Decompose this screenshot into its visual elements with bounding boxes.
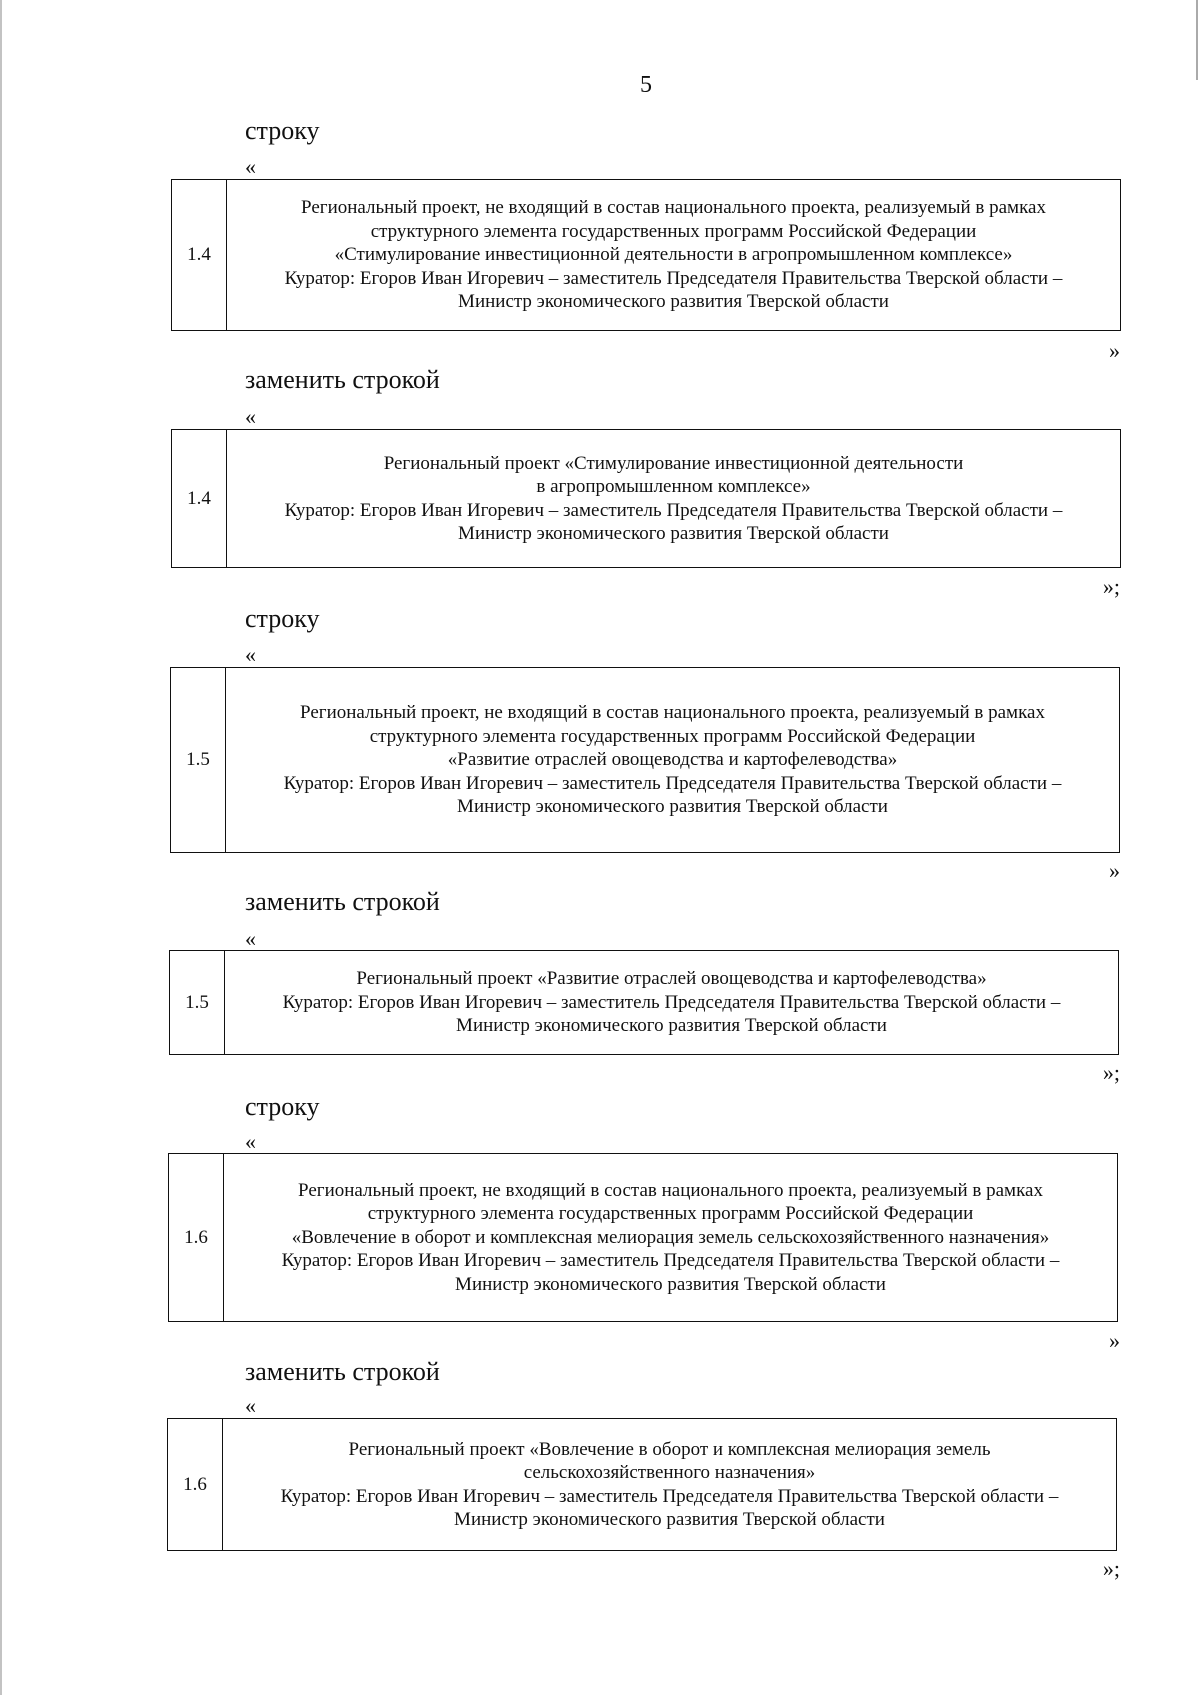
row-line: «Стимулирование инвестиционной деятельности в агропромышленном комплексе»: [334, 244, 1013, 266]
opening-quote: «: [245, 154, 256, 179]
row-description: [223, 1419, 1117, 1551]
row-number: 1.5: [171, 668, 226, 853]
row-line: структурного элемента государственных программ Российской Федерации: [370, 220, 977, 242]
row-line: Региональный проект, не входящий в состав национального проекта, реализуемый в рамках: [301, 197, 1046, 219]
block-heading: строку: [245, 116, 320, 145]
row-line: «Вовлечение в оборот и комплексная мелиорация земель сельскохозяйственного назначения»: [291, 1226, 1050, 1248]
row-line: Куратор: Егоров Иван Игоревич – заместитель Председателя Правительства Тверской области –: [281, 1250, 1060, 1272]
row-table: [169, 950, 1119, 1055]
row-number: 1.6: [169, 1154, 224, 1322]
row-line: Куратор: Егоров Иван Игоревич – заместитель Председателя Правительства Тверской области –: [283, 772, 1062, 794]
row-line: Министр экономического развития Тверской области: [458, 291, 889, 313]
row-table: [170, 667, 1120, 853]
row-table: [167, 1418, 1117, 1551]
page-number: 5: [640, 72, 652, 98]
opening-quote: «: [245, 404, 256, 429]
closing-quote: »;: [1102, 1060, 1120, 1085]
row-line: Министр экономического развития Тверской области: [458, 523, 889, 544]
opening-quote: «: [245, 1129, 256, 1154]
row-table: [168, 1153, 1118, 1322]
scan-edge-right: [1196, 0, 1198, 80]
closing-quote: »: [1109, 338, 1120, 363]
row-line: Министр экономического развития Тверской области: [456, 1015, 887, 1037]
block-heading: строку: [245, 604, 320, 633]
row-line: Министр экономического развития Тверской области: [455, 1273, 886, 1295]
closing-quote: »: [1109, 858, 1120, 883]
row-number: 1.5: [170, 951, 225, 1055]
row-table: [171, 429, 1121, 568]
row-line: Региональный проект, не входящий в состав национального проекта, реализуемый в рамках: [300, 702, 1045, 724]
scan-edge-left: [0, 0, 2, 1695]
row-line: Региональный проект «Развитие отраслей овощеводства и картофелеводства»: [356, 968, 987, 990]
block-heading: заменить строкой: [245, 365, 440, 394]
row-line: «Развитие отраслей овощеводства и картофелеводства»: [447, 749, 898, 771]
block-heading: заменить строкой: [245, 1357, 440, 1386]
row-number: 1.4: [172, 180, 227, 331]
row-line: структурного элемента государственных программ Российской Федерации: [369, 725, 976, 747]
row-line: Министр экономического развития Тверской области: [457, 796, 888, 818]
opening-quote: «: [245, 926, 256, 951]
row-line: Куратор: Егоров Иван Игоревич – заместитель Председателя Правительства Тверской области –: [284, 267, 1063, 289]
row-number: 1.4: [172, 430, 227, 568]
row-line: Куратор: Егоров Иван Игоревич – заместитель Председателя Правительства Тверской области –: [282, 991, 1061, 1013]
row-line: структурного элемента государственных программ Российской Федерации: [367, 1203, 974, 1225]
row-line: Региональный проект «Вовлечение в оборот и комплексная мелиорация земель: [348, 1438, 991, 1460]
row-description: [227, 180, 1121, 331]
row-line: Куратор: Егоров Иван Игоревич – заместитель Председателя Правительства Тверской области –: [280, 1485, 1059, 1507]
opening-quote: «: [245, 1393, 256, 1418]
row-line: в агропромышленном комплексе»: [536, 476, 811, 497]
row-description: [226, 668, 1120, 853]
row-description: [225, 951, 1119, 1055]
row-line: сельскохозяйственного назначения»: [523, 1462, 816, 1483]
row-number: 1.6: [168, 1419, 223, 1551]
row-description: [227, 430, 1121, 568]
row-line: Региональный проект, не входящий в состав национального проекта, реализуемый в рамках: [298, 1179, 1043, 1201]
closing-quote: »;: [1102, 574, 1120, 599]
row-line: Региональный проект «Стимулирование инвестиционной деятельности: [383, 452, 964, 474]
opening-quote: «: [245, 642, 256, 667]
row-line: Куратор: Егоров Иван Игоревич – заместитель Председателя Правительства Тверской области –: [284, 499, 1063, 521]
block-heading: заменить строкой: [245, 887, 440, 916]
block-heading: строку: [245, 1092, 320, 1121]
closing-quote: »;: [1102, 1556, 1120, 1581]
closing-quote: »: [1109, 1328, 1120, 1353]
row-description: [224, 1154, 1118, 1322]
row-line: Министр экономического развития Тверской области: [454, 1509, 885, 1530]
row-table: [171, 179, 1121, 331]
